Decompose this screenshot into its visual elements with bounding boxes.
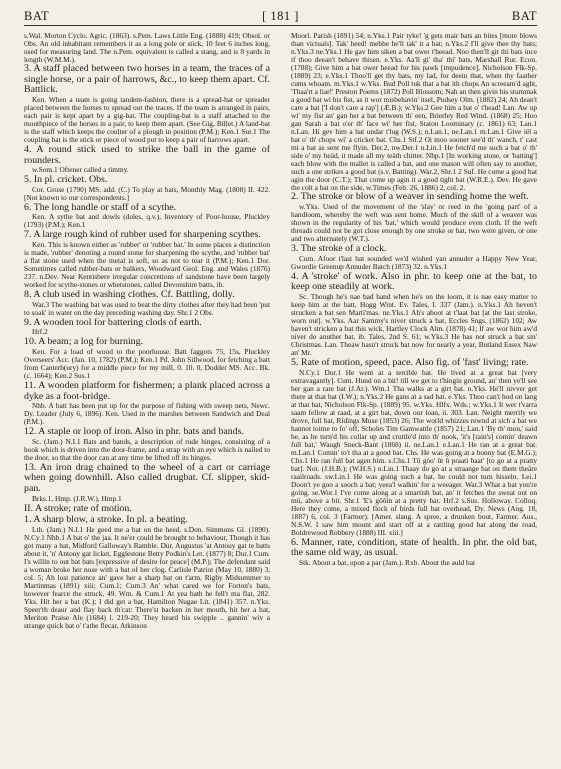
dictionary-sense (24, 145, 270, 174)
sense-citations: Cum. Afoor t'last bat sounded we'd wished yan annuder a Happy New Year, Gwordie Greenup Annuder Batch (1873) 32. n.Yks.1 (291, 253, 537, 271)
dictionary-sense (24, 290, 270, 317)
sense-citations: Cor. Grose (1790) MS. add. (C.) To play at bats, Monthly Mag. (1808) II. 422. [Not known to our correspondents.] (24, 184, 270, 202)
header-rule (24, 25, 537, 26)
sense-definition: 13. An iron drag chained to the wheel of a cart or carriage when going downhill. Also called drugbat. Cf. slipper, skid-pan. (24, 461, 270, 495)
running-header (24, 8, 537, 24)
sense-citations: Ken. This is known either as 'rubber' or 'rubber bat.' In some places a distinction is made, 'rubber' denoting a round stone for sharpening the scythe, and 'rubber bat' a flat stone used when the metal is soft, so as not to tear it (P.M.); Ken.1 Dor. Sometimes called rubber-bats or balkers, Woodward Geol. Eng. and Wales (1876) 237. n.Dev. Near Kentisbere irregular concretions of sandstone have been largely worked for scythe-stones or whetstones, called Devonshire batts, ib. (24, 239, 270, 290)
sense-citations: Nhb. A batt has been put up for the purpose of fishing with sweep nets, Newc. Dy. Leader (July 6, 1896). Ken. Used in the marshes between Sandwich and Deal (P.M.). (24, 401, 270, 427)
sense-citations: w.Yks. Used of the movement of the 'slay' or reed in the 'going part' of a handloom, whereby the weft was sent home. Much of the skill of a weaver was shown in the regularity of his 'bat,' which would produce even cloth. If the weft threads could not be got close enough by one stroke or bat, two were given, or one and two alternately (W.T.). (291, 201, 537, 243)
dictionary-sense (24, 230, 270, 289)
sense-definition: 8. A club used in washing clothes. Cf. Battling, dolly. (24, 289, 235, 301)
sense-citations: N.Cy.1 Dur.1 He went at a terrible bat. He lived at a great bat [very extravagantly]. Cum. Hund on a bit! till we get to t'hingin ground, an' then ye'll see her gan a rare bat (J.Ar.). Wm.1 Tha walks at a girt bat. n.Yks. He'll nivver get there at that bat (I.W.); n.Yks.2 He gans at a sad bat. e.Yks. Thoo can't hod on lang at that bat, Nicholson Flk-Sp. (1889) 95. w.Yks. Hlfx. Wds.; w.Yks.1 It wer t'varra saam fellow at raad, at a girt bat, down our loan, ii. 303. Lan. Neight merrily we drove, full bat, Ridings Muse (1853) 26; The world whizzes rewnd at sich a bat we hannot toime to fo' off, Scholes Tim Gamwattle (1857) 21; Lan.1 'By th' mon,' said he, as he turn'd his collar up and cruttle'd into th' nook, 'it's [rain's] comin' deawn full bat,' Waugh Sneck-Bant (1868) ii. ne.Lan.1 e.Lan.1 He ran at a great bat. m.Lan.1 Comin' to't tha at a good bat. Chs. He was going at a bonny bat (E.M.G.); Chs.1 He ran full bat agen him. s.Chs.1 Tû gòo' ût û praati baat' [to go at a pratty bat]. Not. (J.H.B.); (W.H.S.) n.Lin.1 Thaay do go at a straange bat on them theäre raailroads. sw.Lin.1 He was going such a bat, he could not turn hisseln. Lei.1 Doon't ye goo a sooch a bat; yeea'l walkin' for a weeager. War.3 What a bat you're going. se.Wor.1 I've come along at a smartish bat, an' it fetches the sweat out on mü, above a bit. Shr.1 'E's göôin at a pretty bat. Hrf.2 s.Sus. Holloway. Colloq. Here they come, a mixed flock of birds full bat overhead, Dy. News (Aug. 18, 1887) 6, col. 3 (Farmer). [Amer. slang. A spree, a drunken bout, Farmer. Aus., N.S.W. I saw him mount and start off at a rattling good bat along the road, Boldrewood Robbery (1888) III. xiii.] (291, 367, 537, 537)
sense-definition: 2. The stroke or blow of a weaver in sending home the weft. (291, 191, 529, 203)
page-number: [ 181 ] (262, 8, 299, 23)
sense-definition: 5. In pl. cricket. Obs. (24, 174, 108, 186)
sense-definition: II. A stroke; rate of motion. (24, 502, 132, 514)
sense-citations: Ken. A sythe bat and dowls (doles, q.v.), Inventory of Poor-house, Pluckley (1793) (P.M.); Ken.1 (24, 212, 270, 230)
dictionary-sense (24, 64, 270, 144)
sense-citations: Sc. (Jam.) N.I.1 Bats and bands, a description of rude hinges, consisting of a hook which is driven into the door-frame, and a strap with an eye which is nailed to the door, so that the door can at any time be lifted off its hinges. (24, 436, 270, 462)
left-column (24, 32, 270, 762)
dictionary-sense (291, 538, 537, 567)
dictionary-sense (24, 203, 270, 230)
sense-definition: 4. A round stick used to strike the ball in the game of rounders. (24, 143, 270, 166)
dictionary-sense (24, 318, 270, 337)
left-column-intro: s.Wal. Morton Cyclo. Agric. (1863). s.Pem. Laws Little Eng. (1888) 419; Obsol. or Obs. An old inhabitant remembers it as a long pole or stick, 10 feet 6 inches long, used for measuring land. The n.Pem. equivalent is called a stang, and is 8 yards in length (W.M.M.). (24, 32, 270, 65)
sense-definition: 12. A staple or loop of iron. Also in phr. bats and bands. (24, 426, 244, 438)
dictionary-sense (24, 175, 270, 202)
dictionary-sense (24, 504, 270, 515)
sense-citations: Lth. (Jam.) N.I.1 He geed me a bat on the heed. s.Don. Simmons Gl. (1890). N.Cy.1 Nhb.1 A bat o' the jaa. It ne'er could be brought to behaviour, Though it has got many a bat, Midford Galloway's Ramble. Dur. Augustus 'at Antouy gat te batts about it, 'n' Antouy gat licket, Egglestone Betty Podkin's Let. (1877) 8; Dur.1 Cum. I's willin to out bat bats [expressive of desire for peace] (M.P.); The defendant said a woman broke her nose with a bat of her clog, Carlisle Patriot (May 10, 1880) 3, col. 5; Ah lost patience an' gave her a sharp bat on t'arm, Rigby Midsummer to Martinmas (1891) xiii; Cum.1; Cum.3 An' what cared we for Forton's bats, however fearce the struck, 49. Wm. & Cum.1 At yea bath he fell't ma flat, 282. Yks. Hit her a bat (K.); I did get a bat, Hamilton Nugae Lit. (1841) 357. n.Yks. Speer'th deaur and flay back th'cat: There'st backen in her mouth, hit her a bat, Meriton Praise Ale (1684) l. 219-20; They heard his swipple .. gannin' wiv a strange quick bat o' t'athe flecar, Atkinson (24, 524, 270, 631)
sense-definition: 11. A wooden platform for fishermen; a plank placed across a dyke as a foot-bridge. (24, 379, 270, 402)
sense-citations: Hrf.2 (32, 327, 48, 337)
sense-definition: 4. A 'stroke' of work. Also in phr. to keep one at the bat, to keep one steadily at work. (291, 270, 537, 293)
sense-definition: 6. Manner, rate, condition, state of health. In phr. the old bat, the same old way, as usual. (291, 536, 537, 559)
sense-definition: 5. Rate of motion, speed, pace. Also fig. of 'fast' living; rate. (291, 356, 529, 368)
sense-citations: w.Som.1 Oftener called a timmy. (32, 165, 129, 175)
sense-definition: 6. The long handle or staff of a scythe. (24, 201, 177, 213)
dictionary-sense (24, 427, 270, 462)
sense-definition: 1. A sharp blow, a stroke. In pl. a beating. (24, 514, 188, 526)
sense-citations: Ken. When a team is going tandem-fashion, there is a spread-bat or spreader placed between the horses to spread out the traces. If the team is arranged in pairs, each pair is kept apart by a gig-bat. The coupling-bat is a staff attached to the mouthpiece of the horses in a pair, to keep them apart. (See Gig, Billet.) A land-bat is the staff which keeps the coulter of a plough in position (P.M.); Ken.1 Sur.1 The coupling bat is the stick or piece of wood put to keep a pair of harrows apart. (24, 94, 270, 144)
right-column-intro: Moorl. Parish (1891) 54; n.Yks.1 Pair tyke! 'g gets mair bats an bites [more blows than victuals]. Tak' heed! mebbe he'll tak' it a bat; n.Yks.2 I'll give thee thy bats; n.Yks.3 ne.Yks.1 He gav him siken a bat ower t'heead. Noo then'll git thi bats ince if thoo deean't behave thisen. e.Yks. Aa'll gi' tha' thi' bats, Marshall Rur. Econ. (1788); Give him a bat ower heead for his pawk [impudence], Nicholson Flk-Sp. (1889) 23; e.Yks.1 Thoo'll get thy bats, my lad, for deein that, when thy faather cums whoam. m.Yks.1 w.Yks. Bud Poll tuk that a bat ith chops An screeam'd aght, 'Thaa'rt a liar!' Preston Poems (1872) Poll Blossom; Nah an then givin his stummak a good bat wi his fist, as it wor misbehavin' itsel, Pudsey Olm. (1882) 24; Ah dean't care a bat ['I don't care a rap'] (Æ.B.); w.Yks.2 Gee him a bat o' t'head! Lan. Aw up wi' my fist an' gan her a bat between th' een, Brierley Red Wind. (1868) 25; Hoo gan Sarah a bat o'er th' face wi' her fist, Staton Loominary (c. 1861) 63; Lan.1 n.Lan. Hi gev him a bat undar t'lug (W.S.); n.Lan.1, ne.Lan.1 m.Lan.1 Give iël a bat o' th' chops wi' a cricket bat. Chs.1 Stf.2 Oi moo sooner see'd th' wanch, t' cast mi a bat as sent me flyin. Der.2, nw.Der.1 n.Lin.1 He fetch'd me such a bat o' th' side o' my heäd, it made all my teäth chitter. Nhp.1 [In working stone, or 'batting'] each blow with the mallet is called a bat, and one mason will often say to another, such a one strikes a good bat (s.v. Batting). War.2, Shr.1 2 Suf. He come a good bat agin the door (C.T.); That come up agin it a good tight bat (W.R.E.). Dev. He gave the colt a bat on the side, w.Times (Feb. 26, 1886) 2, col. 2. (291, 32, 537, 193)
right-column (291, 32, 537, 762)
header-left-guideword: BAT (24, 8, 50, 23)
dictionary-sense (24, 515, 270, 630)
header-right-guideword: BAT (511, 8, 537, 23)
dictionary-sense (291, 358, 537, 537)
sense-citations: Stk. About a bat, upon a par (Jam.). Rxb. About the auld bat (299, 558, 476, 568)
dictionary-sense (291, 272, 537, 357)
sense-citations: War.3 The washing bat was used to beat the dirty clothes after they had been 'put to soak' in water on the day preceding washing day. Shr.1 2 Obs. (24, 299, 270, 317)
sense-definition: 3. A staff placed between two horses in a team, the traces of a single horse, or a pair of harrows, &c., to keep them apart. Cf. Battlick. (24, 63, 270, 96)
sense-citations: Ken. For a load of wood to the poorhouse. Batt faggots 75, 15s, Pluckley Overseers' Acc. (Jan. 10, 1782) (P.M.); Ken.1 Pd. John Sillwood, for fetching a batt from Canterb(ury) for a middle piece for my mill, 0. 10. 0, Dodder MS. Acc. Bk. (c. 1664); Ken.2 Sus.1 (24, 346, 270, 380)
sense-citations: Sc. Though he's nae bad hand when he's on the loom, it is nae easy matter to keep him at the batt, Hogg Wint. Ev. Tales, I. 337 (Jam.). n.Yks.1 Ah heven't strucken a bat sen Marti'mas. ne.Yks.1 Ah's aboot at t'laat bat [at the last stroke, worn out]. w.Yks. Aar Sammy's niver struck a bat, Eccles Sngs. (1862) 102; Aw haven't stricken a bat this wick, Hartley Clock Alm. (1878) 41; If aw wor him aw'd niver do anuther bat, ib. Tales, 2nd S. 61; w.Yks.3 He has not struck a bat sin' Christmas. Lan. Theaw hasn't struck bat now for nearly a year, Butland Essex Naw an' Mr. (291, 291, 537, 357)
sense-definition: 7. A large rough kind of rubber used for sharpening scythes. (24, 229, 261, 241)
sense-definition: 10. A beam; a log for burning. (24, 336, 144, 348)
sense-definition: 3. The stroke of a clock. (291, 242, 387, 254)
dictionary-sense (24, 337, 270, 380)
dictionary-sense (24, 381, 270, 426)
dictionary-sense (24, 463, 270, 503)
dictionary-sense (291, 244, 537, 271)
sense-definition: 9. A wooden tool for battering clods of earth. (24, 316, 202, 328)
dictionary-sense (291, 192, 537, 243)
sense-citations: Brks.1, Hmp. (J.R.W.), Hmp.1 (32, 493, 122, 503)
